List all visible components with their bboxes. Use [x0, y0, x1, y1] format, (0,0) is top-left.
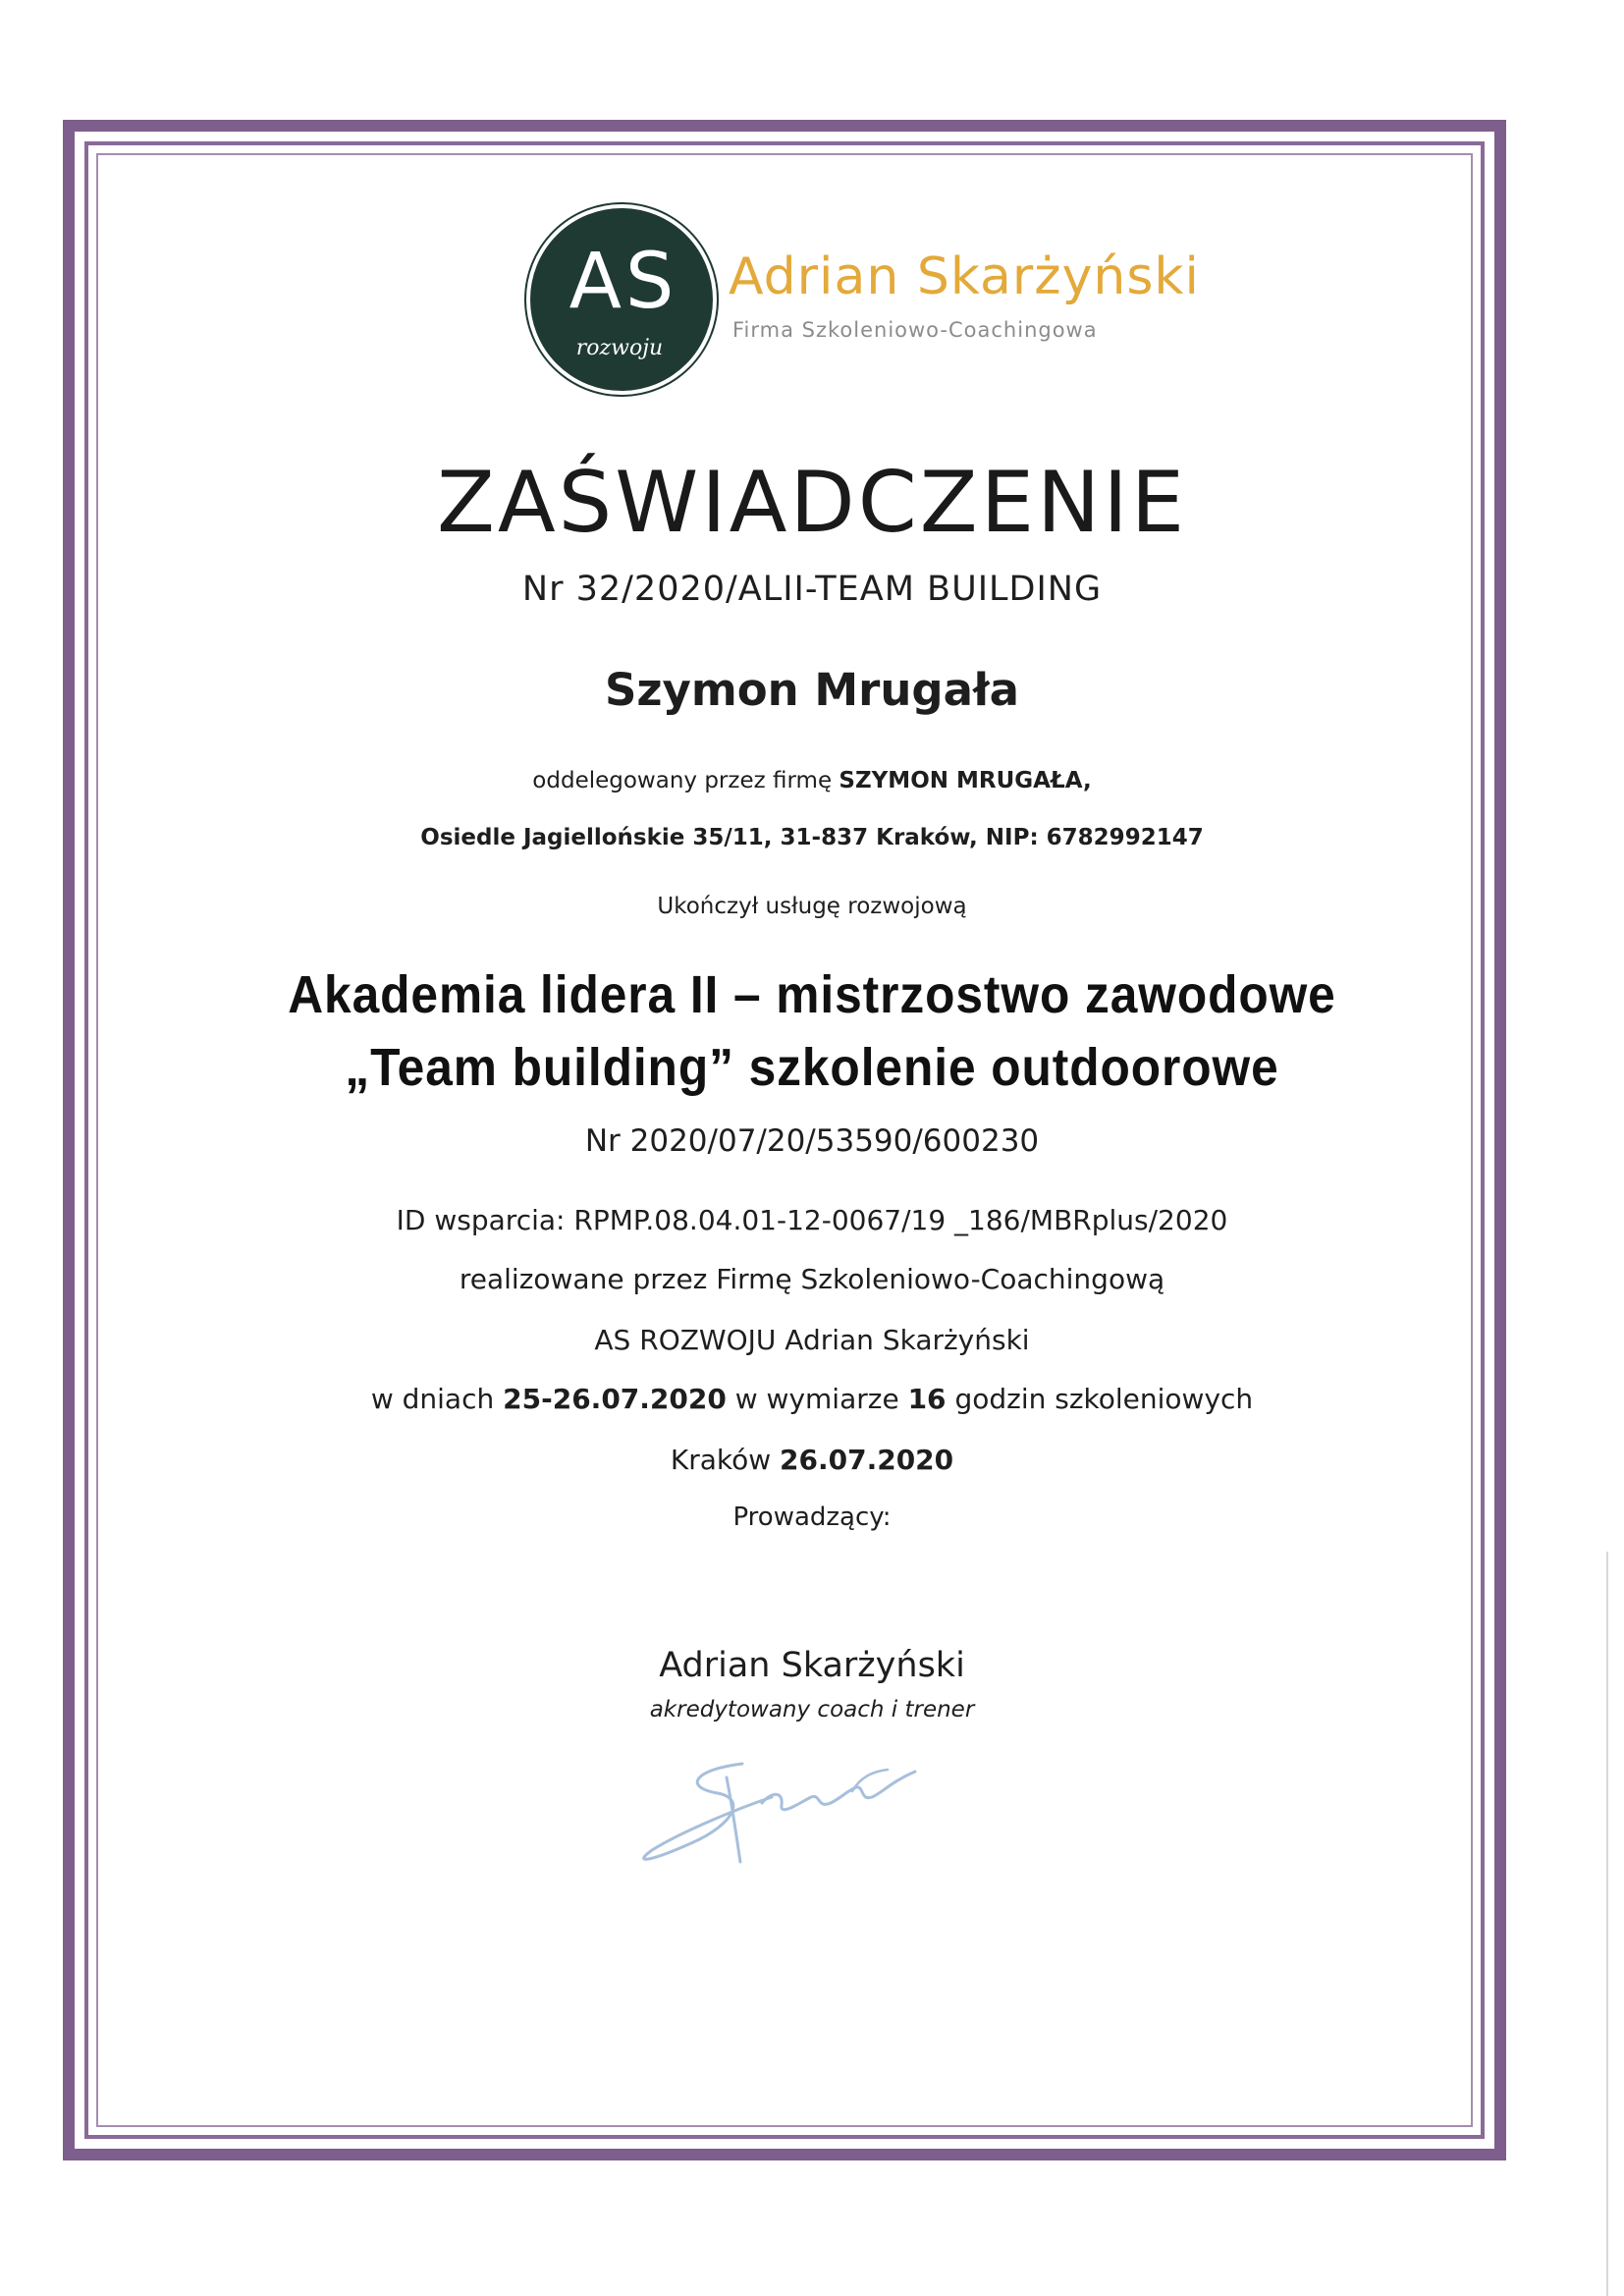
course-number: Nr 2020/07/20/53590/600230 — [584, 1123, 1040, 1159]
realized-by: realizowane przez Firmę Szkoleniowo-Coachingową — [459, 1263, 1165, 1295]
logo-company-name: Adrian Skarżyński — [729, 247, 1200, 306]
course-title-line-1: Akademia lidera II – mistrzostwo zawodowe — [288, 965, 1336, 1024]
logo-circle-icon — [526, 204, 717, 395]
support-id: ID wsparcia: RPMP.08.04.01-12-0067/19 _186/MBRplus/2020 — [396, 1204, 1228, 1236]
delegation-line — [0, 768, 1624, 793]
training-dates: 25-26.07.2020 — [503, 1383, 727, 1415]
scan-edge-line — [1606, 1552, 1608, 2296]
signature-icon — [624, 1748, 929, 1876]
place-date-line — [0, 1444, 1624, 1476]
company-address: Osiedle Jagiellońskie 35/11, 31-837 Kraków, NIP: 6782992147 — [420, 825, 1204, 850]
logo-monogram-sub: rozwoju — [575, 336, 664, 360]
dates-line — [0, 1383, 1624, 1415]
delegation-prefix: oddelegowany przez firmę — [532, 768, 833, 793]
issue-date: 26.07.2020 — [780, 1444, 954, 1476]
course-title-line-2: „Team building” szkolenie outdoorowe — [345, 1038, 1279, 1097]
dates-prefix: w dniach — [370, 1383, 495, 1415]
trainer-name: Adrian Skarżyński — [659, 1646, 965, 1685]
provider-name: AS ROZWOJU Adrian Skarżyński — [594, 1324, 1030, 1356]
dates-suffix: godzin szkoleniowych — [954, 1383, 1254, 1415]
training-hours: 16 — [907, 1383, 947, 1415]
issue-place: Kraków — [670, 1444, 772, 1476]
completion-statement: Ukończył usługę rozwojową — [657, 894, 967, 919]
trainer-label: Prowadzący: — [732, 1503, 892, 1532]
delegating-company: SZYMON MRUGAŁA, — [839, 768, 1092, 793]
participant-name: Szymon Mrugała — [604, 664, 1020, 716]
logo-company-subtitle: Firma Szkoleniowo-Coachingowa — [732, 318, 1098, 342]
trainer-role: akredytowany coach i trener — [649, 1697, 975, 1722]
certificate-number: Nr 32/2020/ALII-TEAM BUILDING — [521, 570, 1103, 609]
dates-middle: w wymiarze — [734, 1383, 899, 1415]
logo-monogram: AS — [568, 238, 678, 326]
company-logo — [526, 204, 1200, 391]
certificate-title: ZAŚWIADCZENIE — [436, 454, 1188, 552]
